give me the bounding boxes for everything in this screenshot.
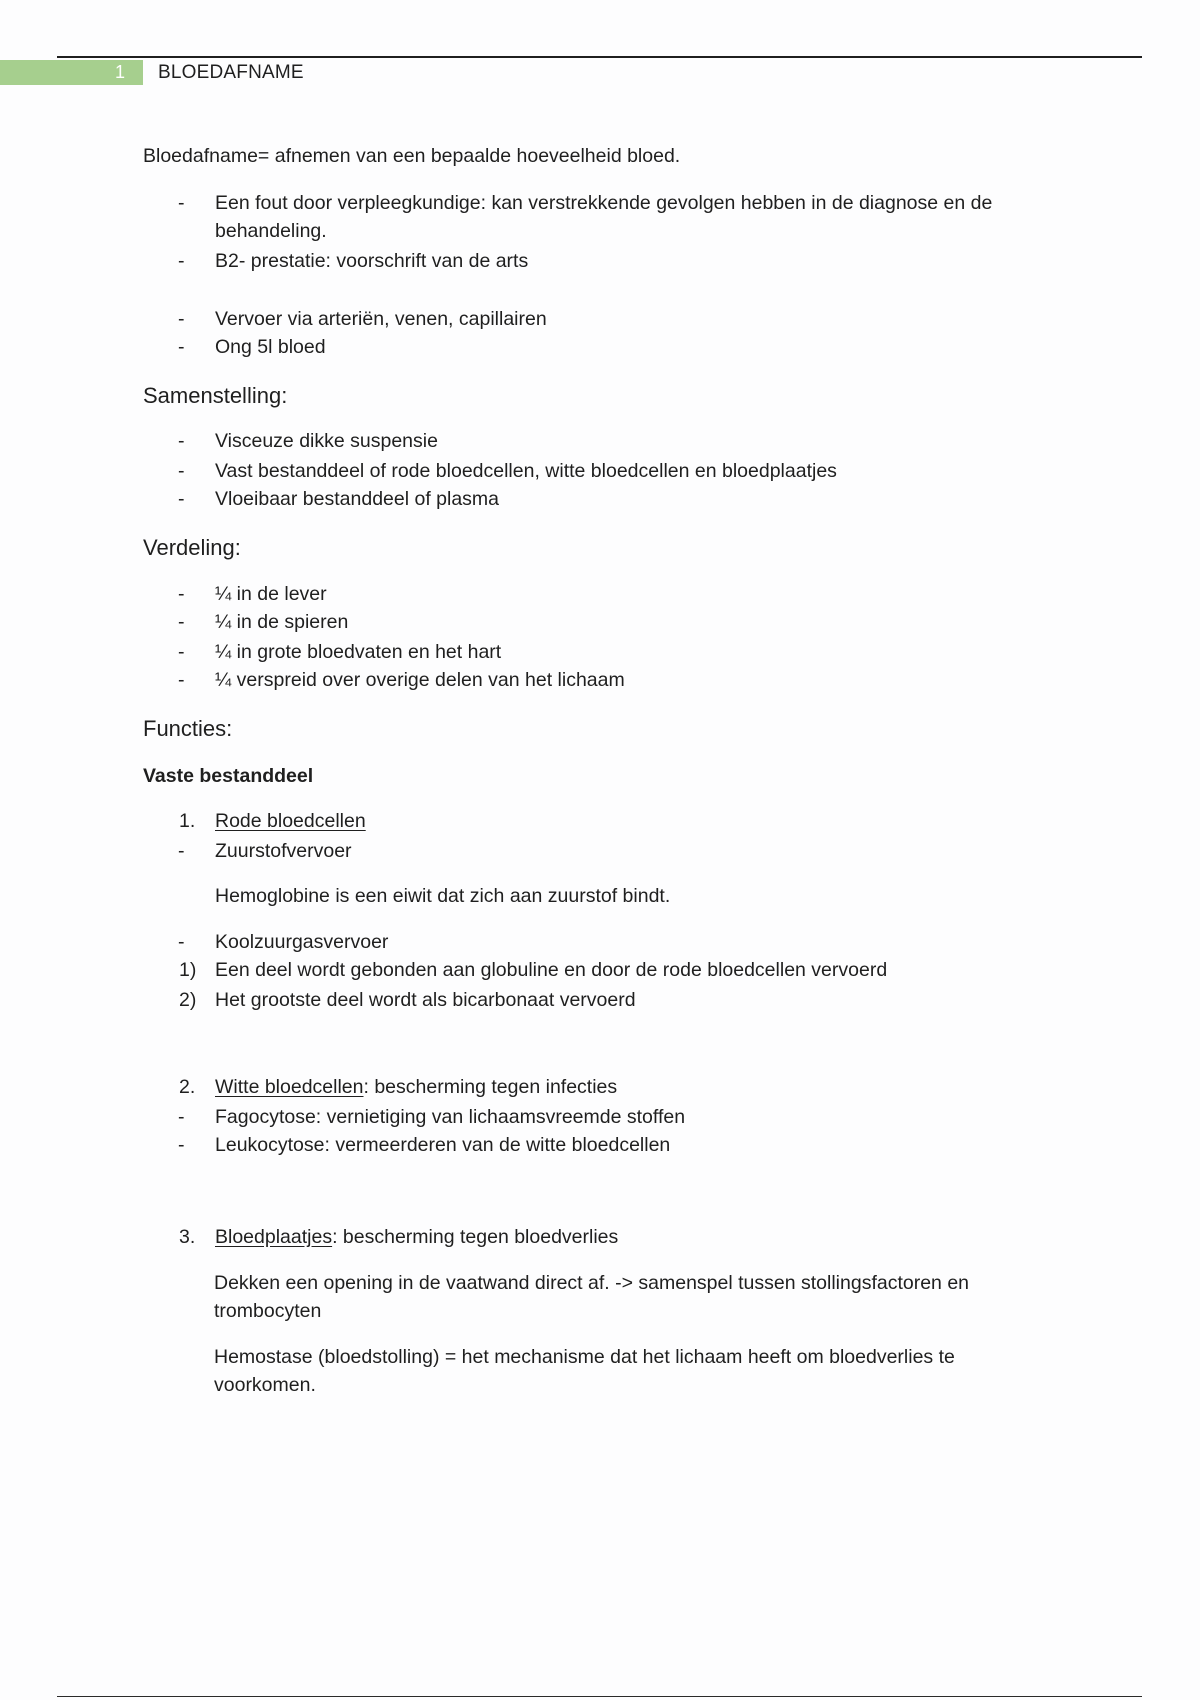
- bullet-marker: -: [178, 250, 185, 272]
- bullet-marker: -: [178, 1106, 185, 1128]
- witte-item: Leukocytose: vermeerderen van de witte bloedcellen: [215, 1134, 671, 1156]
- samenstelling-item: Vloeibaar bestanddeel of plasma: [215, 488, 500, 510]
- bullet-marker: -: [178, 583, 185, 605]
- intro-bullet-1: Een fout door verpleegkundige: kan verstrekkende gevolgen hebben in de diagnose en de: [215, 192, 993, 214]
- chapter-number: 1: [115, 62, 126, 82]
- list-number: 3.: [179, 1226, 196, 1248]
- bullet-marker: -: [178, 840, 185, 862]
- rode-bloedcellen-title: Rode bloedcellen: [215, 810, 366, 832]
- heading-samenstelling: Samenstelling:: [143, 383, 288, 408]
- witte-bloedcellen-desc: : bescherming tegen infecties: [363, 1076, 618, 1098]
- samenstelling-item: Visceuze dikke suspensie: [215, 430, 438, 452]
- bullet-marker: -: [178, 460, 185, 482]
- rode-sub-item: Een deel wordt gebonden aan globuline en door de rode bloedcellen vervoerd: [215, 959, 888, 981]
- bullet-marker: -: [178, 641, 185, 663]
- verdeling-item: ¼ in de lever: [215, 583, 327, 605]
- bloedplaatjes-para1-cont: trombocyten: [214, 1300, 322, 1322]
- bullet-marker: -: [178, 192, 185, 214]
- bloedplaatjes-para1: Dekken een opening in de vaatwand direct af. -> samenspel tussen stollingsfactoren en: [214, 1272, 970, 1294]
- bullet-marker: -: [178, 1134, 185, 1156]
- rode-sub-item: Het grootste deel wordt als bicarbonaat vervoerd: [215, 989, 636, 1011]
- verdeling-item: ¼ in grote bloedvaten en het hart: [215, 641, 502, 663]
- bullet-marker: -: [178, 336, 185, 358]
- bloedplaatjes-para2-cont: voorkomen.: [214, 1374, 316, 1396]
- bullet-marker: -: [178, 931, 185, 953]
- sub-list-marker: 2): [179, 989, 197, 1011]
- bullet-marker: -: [178, 430, 185, 452]
- bloedplaatjes-title: Bloedplaatjes: [215, 1226, 333, 1248]
- bullet-marker: -: [178, 669, 185, 691]
- intro-bullet-2: B2- prestatie: voorschrift van de arts: [215, 250, 529, 272]
- list-number: 2.: [179, 1076, 196, 1098]
- witte-bloedcellen-title: Witte bloedcellen: [215, 1076, 364, 1098]
- rode-note-hemoglobine: Hemoglobine is een eiwit dat zich aan zuurstof bindt.: [215, 885, 671, 907]
- subheading-vaste-bestanddeel: Vaste bestanddeel: [143, 765, 314, 787]
- verdeling-item: ¼ verspreid over overige delen van het lichaam: [215, 669, 625, 691]
- bloedplaatjes-desc: : bescherming tegen bloedverlies: [332, 1226, 619, 1248]
- witte-bloedcellen-heading: [215, 1074, 617, 1100]
- rode-bullet-zuurstof: Zuurstofvervoer: [215, 840, 352, 862]
- bullet-marker: -: [178, 611, 185, 633]
- sub-list-marker: 1): [179, 959, 197, 981]
- intro-bullet-4: Ong 5l bloed: [215, 336, 326, 358]
- bullet-marker: -: [178, 488, 185, 510]
- heading-verdeling: Verdeling:: [143, 535, 241, 560]
- list-number: 1.: [179, 810, 196, 832]
- bloedplaatjes-para2: Hemostase (bloedstolling) = het mechanisme dat het lichaam heeft om bloedverlies te: [214, 1346, 955, 1368]
- verdeling-item: ¼ in de spieren: [215, 611, 349, 633]
- witte-item: Fagocytose: vernietiging van lichaamsvreemde stoffen: [215, 1106, 686, 1128]
- intro-bullet-1-cont: behandeling.: [215, 220, 327, 242]
- header-rule: [57, 56, 1142, 58]
- bullet-marker: -: [178, 308, 185, 330]
- chapter-title: BLOEDAFNAME: [158, 62, 304, 83]
- footer-rule: [57, 1696, 1142, 1697]
- rode-bullet-koolzuurgas: Koolzuurgasvervoer: [215, 931, 389, 953]
- samenstelling-item: Vast bestanddeel of rode bloedcellen, witte bloedcellen en bloedplaatjes: [215, 460, 837, 482]
- intro-definition: Bloedafname= afnemen van een bepaalde hoeveelheid bloed.: [143, 145, 681, 167]
- heading-functies: Functies:: [143, 716, 233, 741]
- bloedplaatjes-heading: [215, 1224, 618, 1250]
- intro-bullet-3: Vervoer via arteriën, venen, capillairen: [215, 308, 547, 330]
